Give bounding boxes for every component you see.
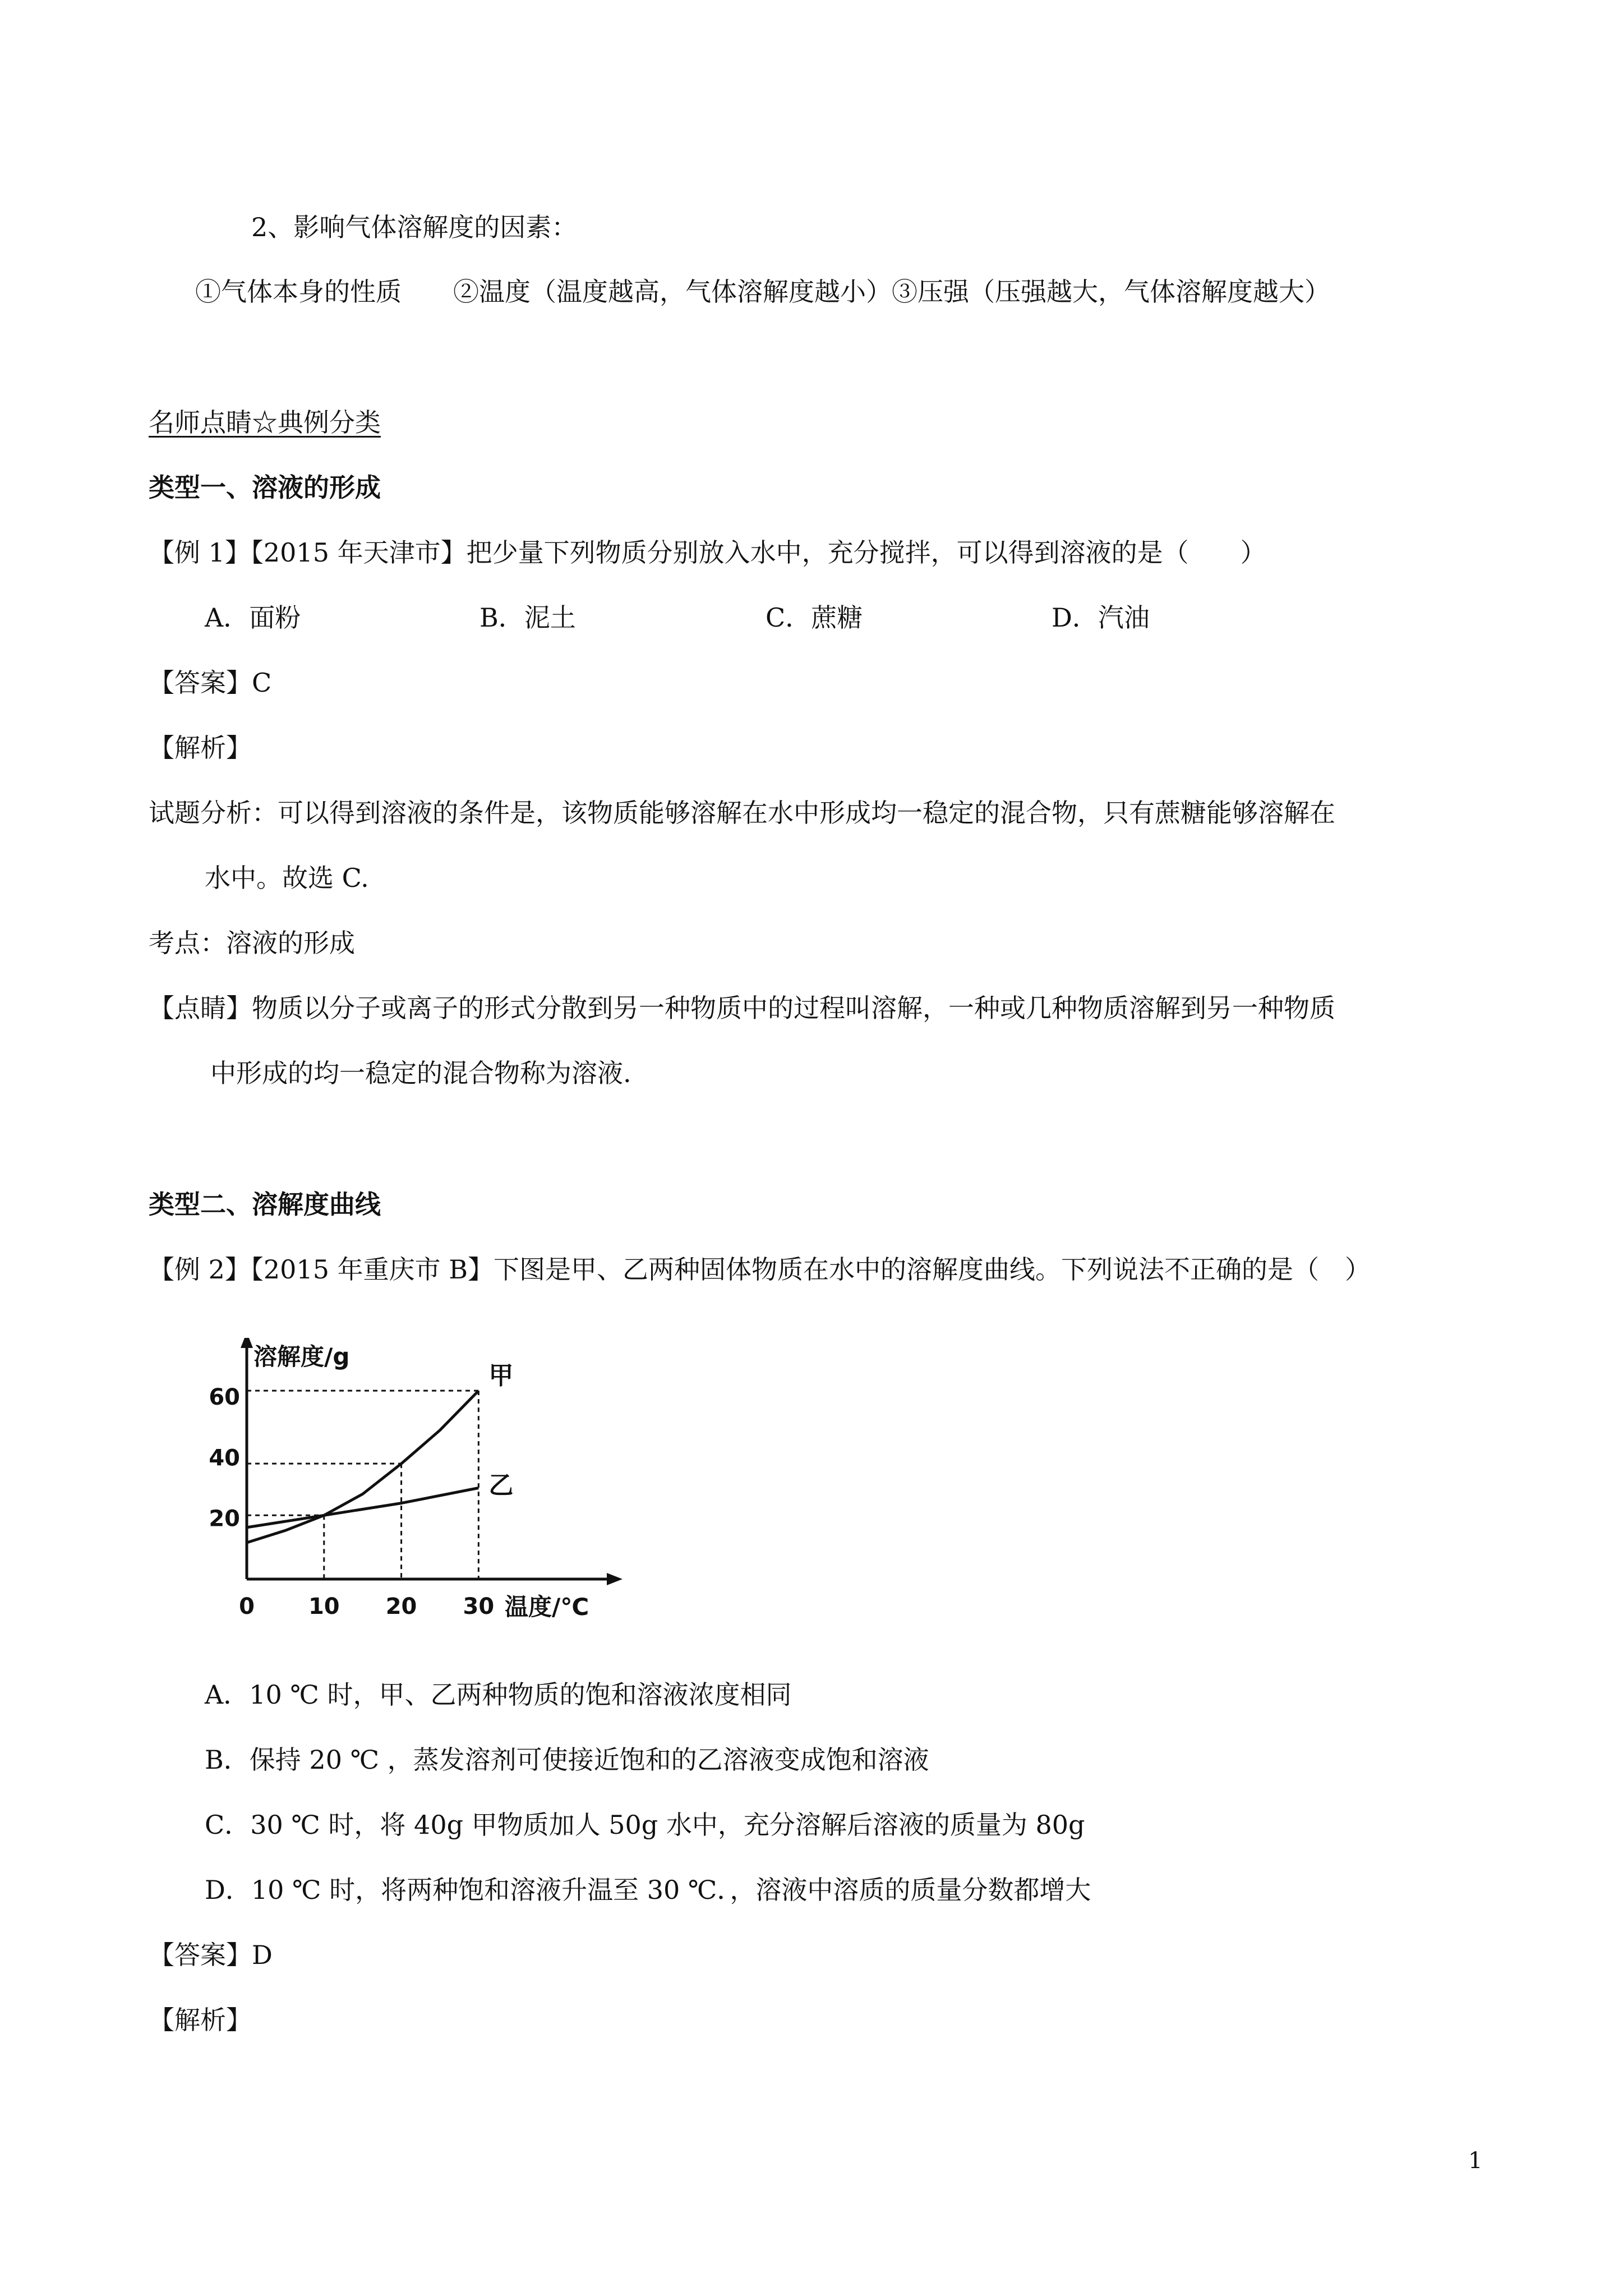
series-label: 甲 <box>488 1361 514 1391</box>
chart-guides <box>247 1391 478 1579</box>
example1-question: 【例 1】【2015 年天津市】把少量下列物质分别放入水中，充分搅拌，可以得到溶液的是（ ） <box>149 537 1266 568</box>
example1-option-b: B．泥土 <box>479 602 576 633</box>
example1-option-d: D．汽油 <box>1052 602 1150 633</box>
factors-list: ①气体本身的性质 ②温度（温度越高，气体溶解度越小）③压强（压强越大，气体溶解度越大） <box>195 277 1330 307</box>
section-header: 名师点睛☆典例分类 <box>149 407 381 438</box>
chart-axes <box>241 1338 623 1585</box>
x-axis-arrow <box>607 1573 623 1585</box>
type1-title: 类型一、溶液的形成 <box>149 472 381 503</box>
example1-answer: 【答案】C <box>149 668 272 698</box>
example2-option-b: B．保持 20 ℃ ，蒸发溶剂可使接近饱和的乙溶液变成饱和溶液 <box>205 1745 929 1775</box>
example1-option-a: A．面粉 <box>205 602 301 633</box>
x-tick-label: 20 <box>385 1594 417 1619</box>
example2-answer: 【答案】D <box>149 1940 273 1970</box>
solubility-chart <box>202 1338 628 1630</box>
x-axis-title: 温度/℃ <box>505 1593 589 1621</box>
x-tick-label: 10 <box>308 1594 340 1619</box>
example1-dianjing-line2: 中形成的均一稳定的混合物称为溶液. <box>210 1058 631 1088</box>
example2-option-c: C．30 ℃ 时，将 40g 甲物质加人 50g 水中，充分溶解后溶液的质量为 80g <box>205 1810 1085 1840</box>
example1-analysis-line2: 水中。故选 C. <box>205 863 369 893</box>
example1-kaodian: 考点：溶液的形成 <box>149 928 355 958</box>
example2-option-d: D．10 ℃ 时，将两种饱和溶液升温至 30 ℃．，溶液中溶质的质量分数都增大 <box>205 1875 1091 1905</box>
x-tick-label: 0 <box>239 1594 255 1619</box>
y-tick-label: 40 <box>209 1445 240 1471</box>
chart-series <box>247 1391 478 1543</box>
y-axis-arrow <box>241 1338 253 1348</box>
example2-question: 【例 2】【2015 年重庆市 B】下图是甲、乙两种固体物质在水中的溶解度曲线。下列说法不正确的是（ ） <box>149 1254 1371 1285</box>
page-number: 1 <box>1468 2148 1483 2174</box>
example1-dianjing-line1: 【点睛】物质以分子或离子的形式分散到另一种物质中的过程叫溶解，一种或几种物质溶解到另一种物质 <box>149 993 1335 1023</box>
series-label: 乙 <box>488 1471 514 1500</box>
y-tick-label: 60 <box>209 1384 240 1410</box>
x-tick-label: 30 <box>463 1594 495 1619</box>
series-line-jia <box>247 1391 478 1543</box>
example1-analysis-label: 【解析】 <box>149 733 252 763</box>
factors-heading: 2、影响气体溶解度的因素： <box>251 212 578 242</box>
example1-analysis-line1: 试题分析：可以得到溶液的条件是，该物质能够溶解在水中形成均一稳定的混合物，只有蔗糖能够溶解在 <box>149 798 1335 828</box>
example2-option-a: A．10 ℃ 时，甲、乙两种物质的饱和溶液浓度相同 <box>205 1680 792 1710</box>
example1-option-c: C．蔗糖 <box>766 602 863 633</box>
y-axis-title: 溶解度/g <box>253 1343 350 1370</box>
y-tick-label: 20 <box>209 1506 240 1532</box>
example2-analysis-label: 【解析】 <box>149 2005 252 2035</box>
type2-title: 类型二、溶解度曲线 <box>149 1189 381 1220</box>
